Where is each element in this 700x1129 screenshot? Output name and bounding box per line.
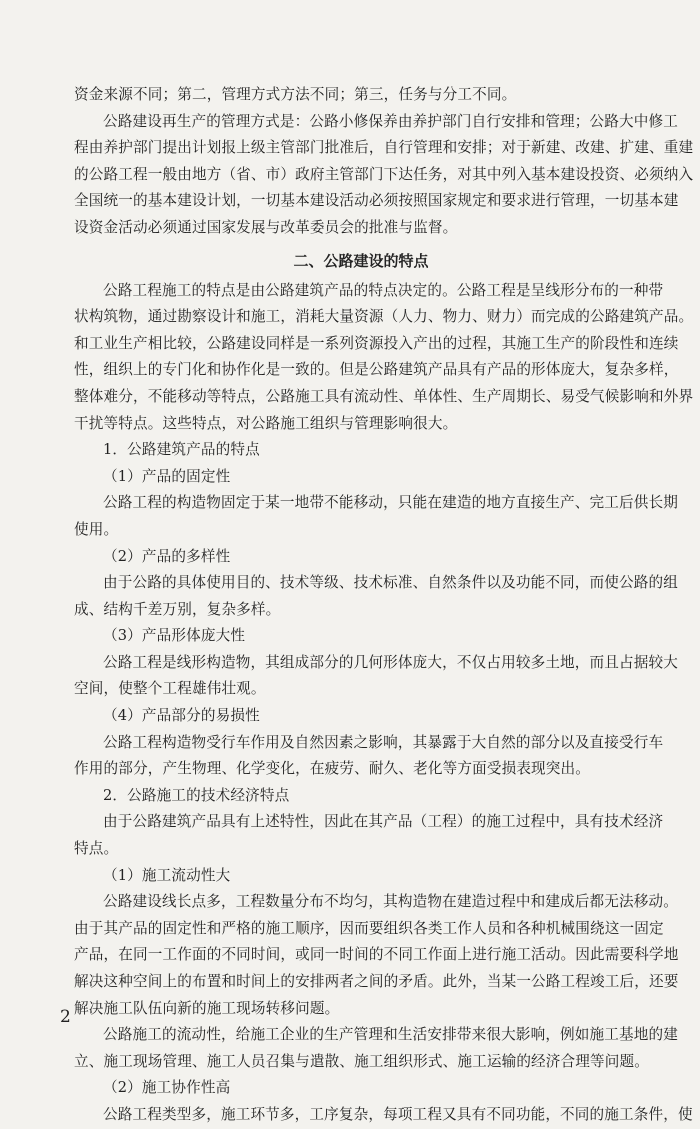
subheading: 2．公路施工的技术经济特点 xyxy=(103,786,290,804)
page-number: 2 xyxy=(60,1007,71,1027)
text-line: 公路工程构造物受行车作用及自然因素之影响，其暴露于大自然的部分以及直接受行车 xyxy=(103,733,664,751)
text-line: 由于公路的具体使用目的、技术等级、技术标准、自然条件以及功能不同，而使公路的组 xyxy=(103,574,679,592)
subheading: （2）产品的多样性 xyxy=(103,547,231,565)
text-line: 公路建设再生产的管理方式是：公路小修保养由养护部门自行安排和管理；公路大中修工 xyxy=(103,112,679,130)
subheading: （1）产品的固定性 xyxy=(103,467,231,485)
subheading: （4）产品部分的易损性 xyxy=(103,707,260,725)
text-line: 公路工程的构造物固定于某一地带不能移动，只能在建造的地方直接生产、完工后供长期 xyxy=(103,494,679,512)
subheading: （1）施工流动性大 xyxy=(103,866,231,884)
text-line: 的公路工程一般由地方（省、市）政府主管部门下达任务，对其中列入基本建设投资、必须纳入 xyxy=(74,165,694,183)
text-line: 由于公路建筑产品具有上述特性，因此在其产品（工程）的施工过程中，具有技术经济 xyxy=(103,813,664,831)
text-line: 和工业生产相比较，公路建设同样是一系列资源投入产出的过程，其施工生产的阶段性和连续 xyxy=(74,334,679,352)
subheading: 1．公路建筑产品的特点 xyxy=(103,441,260,459)
text-line: 全国统一的基本建设计划，一切基本建设活动必须按照国家规定和要求进行管理，一切基本建 xyxy=(74,192,679,210)
text-line: 作用的部分，产生物理、化学变化，在疲劳、耐久、老化等方面受损表现突出。 xyxy=(74,760,591,778)
section-heading: 二、公路建设的特点 xyxy=(293,251,429,270)
text-line: 成、结构千差万别，复杂多样。 xyxy=(74,600,281,618)
text-line: 干扰等特点。这些特点，对公路施工组织与管理影响很大。 xyxy=(74,414,458,432)
text-line: 性，组织上的专门化和协作化是一致的。但是公路建筑产品具有产品的形体庞大，复杂多样， xyxy=(74,361,679,379)
text-line: 公路施工的流动性，给施工企业的生产管理和生活安排带来很大影响，例如施工基地的建 xyxy=(103,1026,679,1044)
subheading: （3）产品形体庞大性 xyxy=(103,627,246,645)
text-line: 状构筑物，通过勘察设计和施工，消耗大量资源（人力、物力、财力）而完成的公路建筑产品。 xyxy=(74,308,694,326)
subheading: （2）施工协作性高 xyxy=(103,1079,231,1097)
text-line: 公路工程施工的特点是由公路建筑产品的特点决定的。公路工程是呈线形分布的一种带 xyxy=(103,281,664,299)
text-line: 设资金活动必须通过国家发展与改革委员会的批准与监督。 xyxy=(74,218,458,236)
text-line: 特点。 xyxy=(74,840,119,858)
text-line: 公路工程类型多，施工环节多，工序复杂，每项工程又具有不同功能，不同的施工条件，使 xyxy=(103,1105,693,1123)
text-line: 解决这种空间上的布置和时间上的安排两者之间的矛盾。此外，当某一公路工程竣工后，还要 xyxy=(74,973,679,990)
text-line: 公路工程是线形构造物，其组成部分的几何形体庞大，不仅占用较多土地，而且占据较大 xyxy=(103,653,679,671)
text-line: 公路建设线长点多，工程数量分布不均匀，其构造物在建造过程中和建成后都无法移动。 xyxy=(103,893,679,911)
text-line: 资金来源不同；第二，管理方式方法不同；第三，任务与分工不同。 xyxy=(74,86,517,103)
text-line: 使用。 xyxy=(74,520,119,538)
text-line: 立、施工现场管理、施工人员召集与遣散、施工组织形式、施工运输的经济合理等问题。 xyxy=(74,1052,650,1070)
text-line: 产品，在同一工作面的不同时间，或同一时间的不同工作面上进行施工活动。因此需要科学地 xyxy=(74,946,679,964)
text-line: 程由养护部门提出计划报上级主管部门批准后，自行管理和安排；对于新建、改建、扩建、重建 xyxy=(74,139,694,157)
text-line: 空间，使整个工程雄伟壮观。 xyxy=(74,680,266,698)
text-line: 由于其产品的固定性和严格的施工顺序，因而要组织各类工作人员和各种机械围绕这一固定 xyxy=(74,919,664,937)
text-line: 整体难分，不能移动等特点，公路施工具有流动性、单体性、生产周期长、易受气候影响和外界 xyxy=(74,387,694,405)
text-line: 解决施工队伍向新的施工现场转移问题。 xyxy=(74,999,340,1017)
